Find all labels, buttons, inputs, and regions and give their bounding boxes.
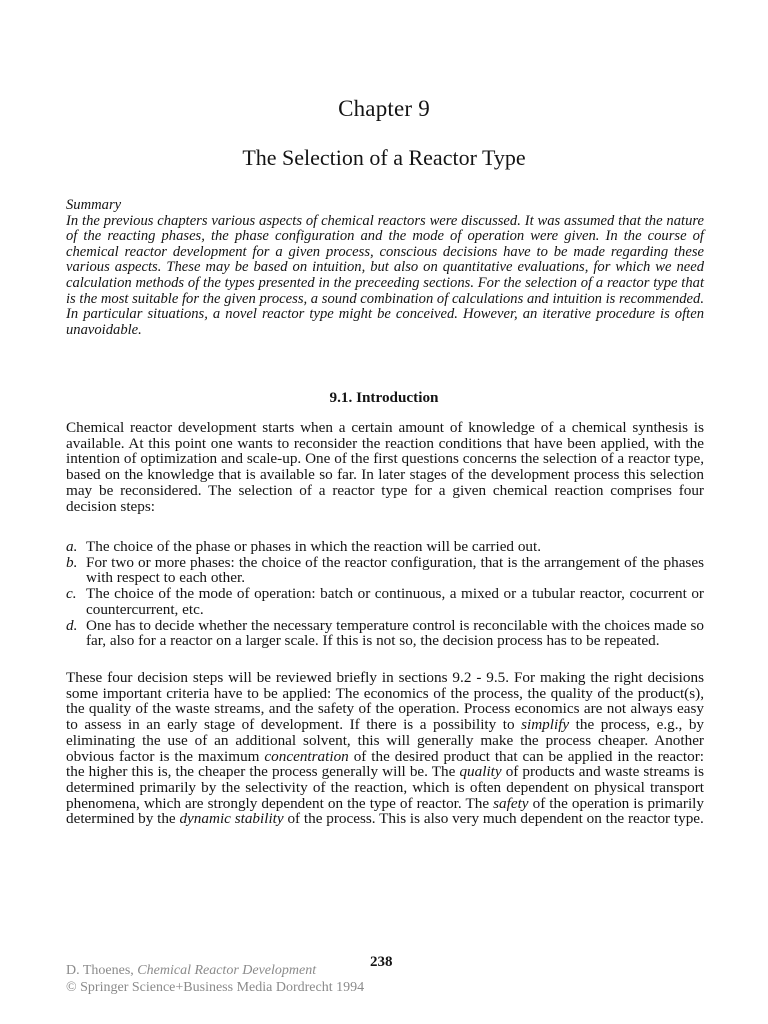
decision-steps-list	[66, 539, 704, 649]
footer-author-line	[66, 962, 364, 979]
emphasis-simplify: simplify	[521, 716, 570, 734]
footer-book-title: Chemical Reactor Development	[137, 963, 317, 978]
summary-block	[66, 198, 704, 338]
list-item-text: For two or more phases: the choice of the reactor configuration, that is the arrangement of the phases with respect to each other.	[86, 553, 704, 587]
list-marker: c.	[66, 585, 77, 603]
paragraph-text: of the process. This is also very much dependent on the reactor type.	[283, 810, 704, 828]
emphasis-safety: safety	[493, 794, 529, 812]
page-number: 238	[370, 954, 393, 970]
footer-copyright: © Springer Science+Business Media Dordrecht 1994	[66, 980, 365, 995]
emphasis-concentration: concentration	[264, 747, 349, 765]
list-item	[66, 555, 704, 586]
list-item	[66, 618, 704, 649]
paragraph-text: of the operation is primarily determined by the	[66, 794, 704, 828]
list-item-text: One has to decide whether the necessary temperature control is reconcilable with the choices made so far, also for a reactor on a larger scale. If this is not so, the decision process has to be repeated.	[86, 616, 704, 650]
list-item-text: The choice of the phase or phases in which the reaction will be carried out.	[86, 538, 542, 555]
section-heading: 9.1. Introduction	[329, 389, 439, 406]
list-item-text: The choice of the mode of operation: batch or continuous, a mixed or a tubular reactor, cocurrent or countercurrent, etc.	[86, 585, 704, 618]
list-marker: b.	[66, 553, 78, 571]
chapter-title: The Selection of a Reactor Type	[242, 145, 526, 170]
summary-label: Summary	[66, 197, 122, 213]
emphasis-dynamic-stability: dynamic stability	[179, 810, 284, 828]
footer-citation	[66, 962, 364, 996]
intro-paragraph: Chemical reactor development starts when a certain amount of knowledge of a chemical synthesis is available. At this point one wants to reconsider the reaction conditions that have been applied, with the intention of optimization and scale-up. One of the first questions concerns the selection of a reactor type, based on the knowledge that is available so far. In later stages of the development process this selection may be reconsidered. The selection of a reactor type for a given chemical reaction comprises four decision steps:	[66, 419, 704, 515]
emphasis-quality: quality	[459, 763, 502, 781]
summary-text: In the previous chapters various aspects of chemical reactors were discussed. It was assumed that the nature of the reacting phases, the phase configuration and the mode of operation were given. In the course of chemical reactor development for a given process, conscious decisions have to be made regarding these various aspects. These may be based on intuition, but also on quantitative evaluations, for which we need calculation methods of the types presented in the preceeding sections. For the selection of a reactor type that is the most suitable for the given process, a sound combination of calculations and intuition is recommended. In particular situations, a novel reactor type might be conceived. However, an iterative procedure is often unavoidable.	[66, 212, 704, 338]
footer-author: D. Thoenes,	[66, 963, 138, 978]
paragraph-text: These four decision steps will be reviewed briefly in sections 9.2 - 9.5. For making the right decisions some important criteria have to be applied: The economics of the process, the quality of the product(s), the quality of the waste streams, and the safety of the operation. Process economics are not always easy to assess in an early stage of development. If there is a possibility to	[66, 669, 704, 734]
chapter-number: Chapter 9	[338, 96, 430, 121]
list-marker: a.	[66, 538, 78, 555]
criteria-paragraph	[66, 670, 704, 827]
paragraph-text: of products and waste streams is determined primarily by the selectivity of the reaction, which is often dependent on physical transport phenomena, which are strongly dependent on the type of reactor. The	[66, 763, 704, 812]
paragraph-text: of the desired product that can be applied in the reactor: the higher this is, the cheaper the process generally will be. The	[66, 747, 704, 781]
list-marker: d.	[66, 616, 78, 634]
list-item	[66, 586, 704, 617]
list-item	[66, 539, 704, 555]
paragraph-text: the process, e.g., by eliminating the use of an additional solvent, this will generally make the process cheaper. Another obvious factor is the maximum	[66, 716, 705, 765]
